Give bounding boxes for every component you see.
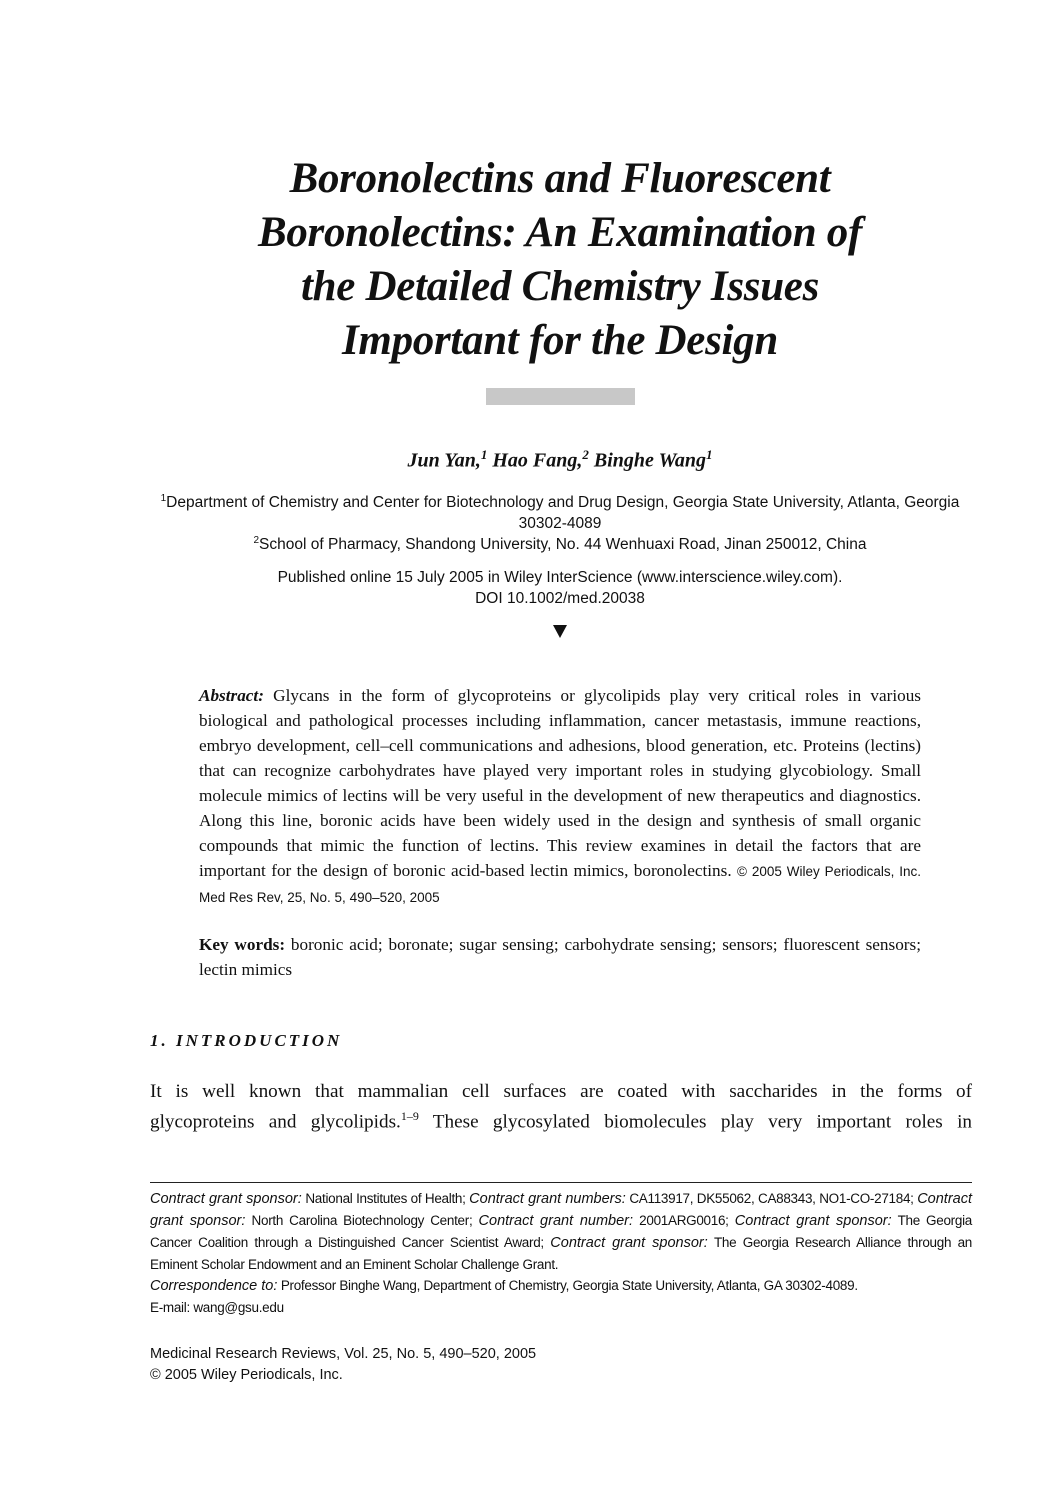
author-affiliation-marker: 2: [582, 447, 589, 462]
doi: DOI 10.1002/med.20038: [475, 590, 645, 607]
intro-text: glycoproteins and glycolipids.: [150, 1111, 401, 1133]
intro-line: [150, 1079, 972, 1104]
correspondence: [150, 1275, 972, 1297]
title-divider: [486, 388, 635, 405]
journal-info: [150, 1344, 536, 1386]
author-name: Binghe Wang: [593, 449, 706, 472]
footnote-label: Contract grant number:: [478, 1213, 634, 1229]
intro-paragraph: [150, 1079, 972, 1134]
title-line: Boronolectins and Fluorescent: [289, 155, 831, 202]
grant-info: [150, 1188, 972, 1275]
affiliation: [150, 530, 970, 555]
keywords-label: Key words:: [199, 935, 286, 954]
abstract-label: Abstract:: [199, 686, 264, 705]
footnote-label: Contract grant sponsor:: [150, 1191, 302, 1207]
footnote-text: The Georgia Cancer Coalition through a Distinguished Cancer Scientist Award;: [150, 1213, 972, 1250]
footnote-divider: [150, 1182, 972, 1183]
abstract-copyright: © 2005 Wiley Periodicals, Inc. Med Res Rev, 25, No. 5, 490–520, 2005: [199, 864, 921, 905]
title-line: Important for the Design: [341, 317, 778, 364]
citation-marker: 1–9: [400, 1109, 419, 1123]
down-triangle-icon: [553, 625, 567, 638]
journal-citation: Medicinal Research Reviews, Vol. 25, No. 5, 490–520, 2005: [150, 1346, 537, 1362]
footnote-text: The Georgia Research Alliance through an Eminent Scholar Endowment and an Eminent Scholar Challenge Grant.: [150, 1235, 973, 1272]
keywords: [199, 932, 921, 982]
footnote-text: North Carolina Biotechnology Center;: [251, 1213, 473, 1228]
title-line: Boronolectins: An Examination of: [257, 209, 863, 256]
abstract: [199, 683, 921, 910]
author-affiliation-marker: 1: [706, 447, 713, 462]
author-list: [150, 447, 970, 473]
affiliation-text: Department of Chemistry and Center for Biotechnology and Drug Design, Georgia State University, Atlanta, Georgia 30302-4089: [166, 494, 960, 533]
footnote-text: 2001ARG0016;: [639, 1213, 729, 1228]
affiliation-marker: 2: [253, 535, 260, 546]
affiliation-text: School of Pharmacy, Shandong University, No. 44 Wenhuaxi Road, Jinan 250012, China: [259, 536, 867, 554]
publication-info: Published online 15 July 2005 in Wiley InterScience (www.interscience.wiley.com).: [277, 569, 843, 586]
footnote-label: Contract grant sponsor:: [734, 1213, 892, 1229]
intro-text: It is well known that mammalian cell surfaces are coated with saccharides in the forms of: [150, 1081, 972, 1102]
affiliation-marker: 1: [160, 493, 167, 504]
affiliation: [150, 488, 970, 534]
footnote-text: CA113917, DK55062, CA88343, NO1-CO-27184;: [629, 1191, 914, 1206]
footnote-label: Correspondence to:: [150, 1278, 278, 1294]
paper-title: [150, 152, 970, 368]
footnote-label: Contract grant numbers:: [469, 1191, 626, 1207]
intro-text: These glycosylated biomolecules play very important roles in: [418, 1111, 972, 1133]
footnote-text: National Institutes of Health;: [305, 1191, 466, 1206]
footnote-text: Professor Binghe Wang, Department of Chemistry, Georgia State University, Atlanta, GA 30302-4089.: [280, 1278, 858, 1293]
section-heading: 1. INTRODUCTION: [150, 1031, 343, 1050]
author-name: Hao Fang,: [492, 449, 583, 472]
author-affiliation-marker: 1: [480, 447, 488, 462]
footnote-label: Contract grant sponsor:: [150, 1191, 972, 1229]
title-line: the Detailed Chemistry Issues: [300, 263, 820, 310]
footnotes: [150, 1188, 972, 1318]
author-name: Jun Yan,: [407, 449, 481, 472]
email: E-mail: wang@gsu.edu: [150, 1300, 284, 1315]
abstract-text: Glycans in the form of glycoproteins or glycolipids play very critical roles in various biological and pathological processes including inflammation, cancer metastasis, immune reactions, embryo development, cell–cell communications and adhesions, blood generation, etc. Proteins (lectins) that can recognize carbohydrates have played very important roles in studying glycobiology. Small molecule mimics of lectins will be very useful in the development of new therapeutics and diagnostics. Along this line, boronic acids have been widely used in the design and synthesis of small organic compounds that mimic the function of lectins. This review examines in detail the factors that are important for the design of boronic acid-based lectin mimics, boronolectins.: [199, 686, 921, 880]
footnote-label: Contract grant sponsor:: [550, 1235, 708, 1251]
journal-copyright: © 2005 Wiley Periodicals, Inc.: [150, 1367, 343, 1383]
intro-line: [150, 1104, 972, 1134]
keywords-text: boronic acid; boronate; sugar sensing; carbohydrate sensing; sensors; fluorescent sensors; lectin mimics: [199, 935, 921, 979]
